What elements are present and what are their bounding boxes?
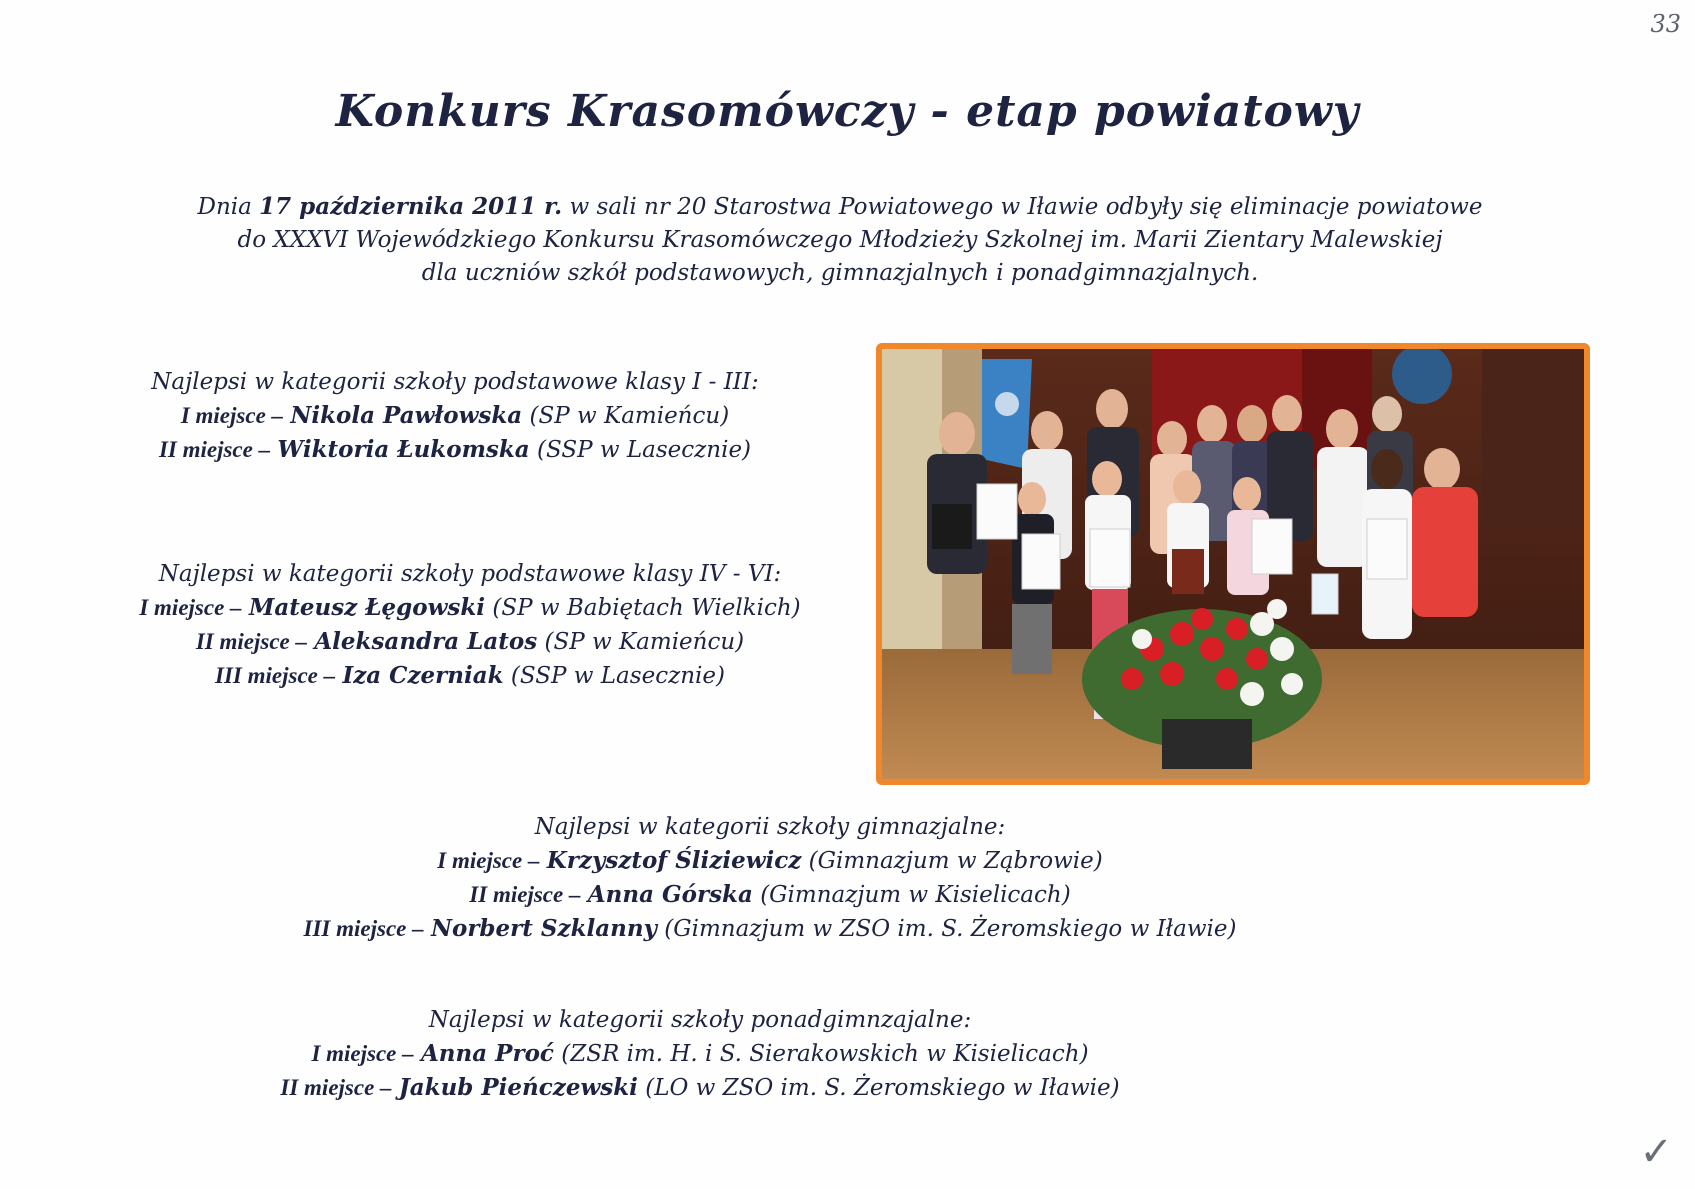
school-name: (ZSR im. H. i S. Sierakowskich w Kisielicach) xyxy=(561,1041,1089,1067)
place-label: I miejsce – xyxy=(180,403,284,428)
place-label: II miejsce – xyxy=(158,437,271,462)
category-header: Najlepsi w kategorii szkoły podstawowe klasy IV - VI: xyxy=(158,561,782,587)
winner-name: Mateusz Łęgowski xyxy=(248,594,486,621)
place-label: I miejsce – xyxy=(437,848,540,873)
result-line xyxy=(180,844,1360,878)
category-block-sp-1-3 xyxy=(70,365,840,467)
place-label: III miejsce – xyxy=(215,663,336,688)
result-line xyxy=(50,659,890,693)
school-name: (SSP w Lasecznie) xyxy=(537,437,752,463)
category-block-gimnazjum xyxy=(180,810,1360,946)
category-header: Najlepsi w kategorii szkoły podstawowe klasy I - III: xyxy=(151,369,759,395)
school-name: (SSP w Lasecznie) xyxy=(510,663,725,689)
category-block-sp-4-6 xyxy=(50,557,890,693)
group-photo xyxy=(876,343,1590,785)
intro-paragraph xyxy=(100,190,1580,290)
winner-name: Wiktoria Łukomska xyxy=(277,436,530,463)
document-title: Konkurs Krasomówczy - etap powiatowy xyxy=(335,86,1360,137)
school-name: (SP w Babiętach Wielkich) xyxy=(492,595,801,621)
winner-name: Anna Proć xyxy=(420,1040,554,1067)
school-name: (SP w Kamieńcu) xyxy=(544,629,745,655)
category-block-ponadgimnazjalne xyxy=(140,1003,1260,1105)
winner-name: Aleksandra Latos xyxy=(314,628,538,655)
school-name: (Gimnazjum w ZSO im. S. Żeromskiego w Iławie) xyxy=(664,916,1237,942)
page-number: 33 xyxy=(1650,10,1681,38)
result-line xyxy=(140,1037,1260,1071)
place-label: II miejsce – xyxy=(195,629,308,654)
intro-text-start: Dnia xyxy=(197,194,260,220)
intro-line-2: do XXXVI Wojewódzkiego Konkursu Krasomówczego Młodzieży Szkolnej im. Marii Zientary Malewskiej xyxy=(237,227,1443,253)
result-line xyxy=(70,433,840,467)
result-line xyxy=(50,591,890,625)
winner-name: Iza Czerniak xyxy=(342,662,504,689)
result-line xyxy=(140,1071,1260,1105)
winner-name: Nikola Pawłowska xyxy=(290,402,523,429)
school-name: (Gimnazjum w Kisielicach) xyxy=(760,882,1071,908)
intro-date: 17 października 2011 r. xyxy=(259,193,563,220)
place-label: II miejsce – xyxy=(469,882,581,907)
winner-name: Jakub Pieńczewski xyxy=(398,1074,638,1101)
school-name: (SP w Kamieńcu) xyxy=(529,403,730,429)
category-header: Najlepsi w kategorii szkoły ponadgimnzajalne: xyxy=(428,1007,972,1033)
check-mark-icon: ✓ xyxy=(1639,1129,1673,1175)
result-line xyxy=(70,399,840,433)
school-name: (LO w ZSO im. S. Żeromskiego w Iławie) xyxy=(645,1075,1120,1101)
result-line xyxy=(50,625,890,659)
result-line xyxy=(180,912,1360,946)
result-line xyxy=(180,878,1360,912)
place-label: III miejsce – xyxy=(303,916,424,941)
winner-name: Krzysztof Śliziewicz xyxy=(546,847,802,874)
place-label: II miejsce – xyxy=(280,1075,392,1100)
place-label: I miejsce – xyxy=(139,595,242,620)
group-photo-illustration xyxy=(882,349,1584,779)
intro-text-end: w sali nr 20 Starostwa Powiatowego w Iławie odbyły się eliminacje powiatowe xyxy=(562,194,1483,220)
intro-line-3: dla uczniów szkół podstawowych, gimnazjalnych i ponadgimnazjalnych. xyxy=(421,260,1259,286)
place-label: I miejsce – xyxy=(311,1041,414,1066)
winner-name: Norbert Szklanny xyxy=(430,915,657,942)
intro-line-1 xyxy=(100,190,1580,224)
winner-name: Anna Górska xyxy=(587,881,753,908)
category-header: Najlepsi w kategorii szkoły gimnazjalne: xyxy=(534,814,1006,840)
school-name: (Gimnazjum w Ząbrowie) xyxy=(808,848,1103,874)
